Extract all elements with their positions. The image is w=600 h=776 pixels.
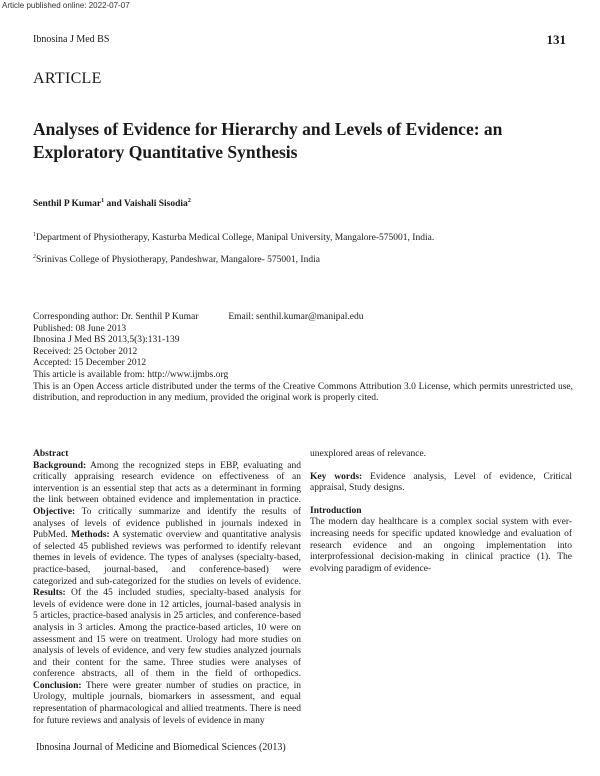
conclusion-text: unexplored areas of relevance. [310, 449, 427, 459]
keywords [310, 472, 572, 495]
methods-label: Methods: [71, 530, 110, 541]
abstract-body [33, 461, 301, 728]
author-joiner: and [104, 199, 124, 210]
affiliation-text: Srinivas College of Physiotherapy, Pandeshwar, Mangalore- 575001, India [36, 255, 320, 266]
running-head: Ibnosina J Med BS [33, 34, 110, 45]
results-label: Results: [33, 588, 66, 599]
affiliation-text: Department of Physiotherapy, Kasturba Medical College, Manipal University, Mangalore-575001, India. [36, 233, 435, 244]
keywords-text: Evidence analysis, Level of evidence, Critical appraisal, Study designs. [310, 471, 573, 494]
accepted-date: Accepted: 15 December 2012 [33, 358, 147, 369]
author-name: Senthil P Kumar [33, 199, 102, 210]
abstract-heading: Abstract [33, 449, 69, 459]
affiliation-superscript: 2 [33, 254, 36, 260]
conclusion-text: There were greater number of studies on practice, in Urology, multiple journals, biomarkers in assessment, and equal representation of pharmacological and allied treatments. There is need for future reviews and analysis of levels of evidence in many [33, 680, 301, 726]
affiliation [33, 254, 320, 265]
objective-text: To critically summarize and identify the results of analyses of levels of evidence published in journals indexed in PubMed. [33, 506, 301, 541]
citation: Ibnosina J Med BS 2013,5(3):131-139 [33, 335, 180, 346]
license-statement: This is an Open Access article distributed under the terms of the Creative Commons Attribution 3.0 License, which permits unrestricted use, distribution, and reproduction in any medium, provided the original work is properly cited. [33, 381, 573, 404]
publication-stamp: Article published online: 2022-07-07 [2, 1, 130, 10]
keywords-label: Key words: [310, 471, 363, 482]
objective-label: Objective: [33, 506, 76, 517]
corresponding-line [33, 312, 573, 324]
introduction-text: The modern day healthcare is a complex social system with ever-increasing needs for specific updated knowledge and evaluation of research evidence and an ongoing implementation into interprofessional decision-making in clinical practice (1). The evolving paradigm of evidence- [310, 517, 572, 574]
corresponding-email[interactable]: Email: senthil.kumar@manipal.edu [228, 312, 364, 322]
published-date: Published: 08 June 2013 [33, 323, 127, 334]
left-column [33, 449, 301, 727]
affiliation [33, 232, 434, 243]
results-text: Of the 45 included studies, specialty-based analysis for levels of evidence were done in 12 articles, journal-based analysis in 5 articles, practice-based analysis in 25 articles, and conference-based analysis in 3 articles. Among the practice-based articles, 10 were on assessment and 15 were on treatment. Urology had more studies on analysis of levels of evidence, and very few studies analyzed journals and their content for the same. Three studies were analyses of conference abstracts, all of them in the field of orthopedics. [33, 588, 301, 680]
availability-link[interactable]: This article is available from: http://www.ijmbs.org [33, 369, 229, 380]
affiliation-superscript: 1 [33, 232, 36, 238]
author-list [33, 198, 191, 209]
abstract-body-continued [310, 449, 572, 461]
author-name: Vaishali Sisodia [124, 199, 188, 210]
page-number: 131 [546, 32, 566, 47]
author-superscript: 1 [101, 198, 105, 204]
author-superscript: 2 [187, 198, 191, 204]
received-date: Received: 25 October 2012 [33, 346, 138, 357]
conclusion-label: Conclusion: [33, 680, 82, 691]
article-type-label: ARTICLE [33, 70, 102, 87]
corresponding-author: Corresponding author: Dr. Senthil P Kumar [33, 312, 199, 322]
background-text: Among the recognized steps in EBP, evaluating and critically appraising research evidence on effectiveness of an intervention is an essential step that acts as a determinant in forming the link between obtained evidence and implementation in practice. [33, 460, 301, 506]
right-column [310, 449, 572, 575]
article-title: Analyses of Evidence for Hierarchy and Levels of Evidence: an Exploratory Quantitative Synthesis [33, 119, 503, 162]
journal-footer: Ibnosina Journal of Medicine and Biomedical Sciences (2013) [36, 742, 286, 753]
background-label: Background: [33, 460, 87, 471]
methods-text: A systematic overview and quantitative analysis of selected 45 published reviews was performed to identify relevant themes in levels of evidence. The types of analyses (specialty-based, practice-based, journal-based, and conference-based) were categorized and sub-categorized for the studies on levels of evidence. [33, 530, 301, 587]
introduction-heading: Introduction [310, 505, 362, 516]
article-info-block [33, 312, 573, 405]
